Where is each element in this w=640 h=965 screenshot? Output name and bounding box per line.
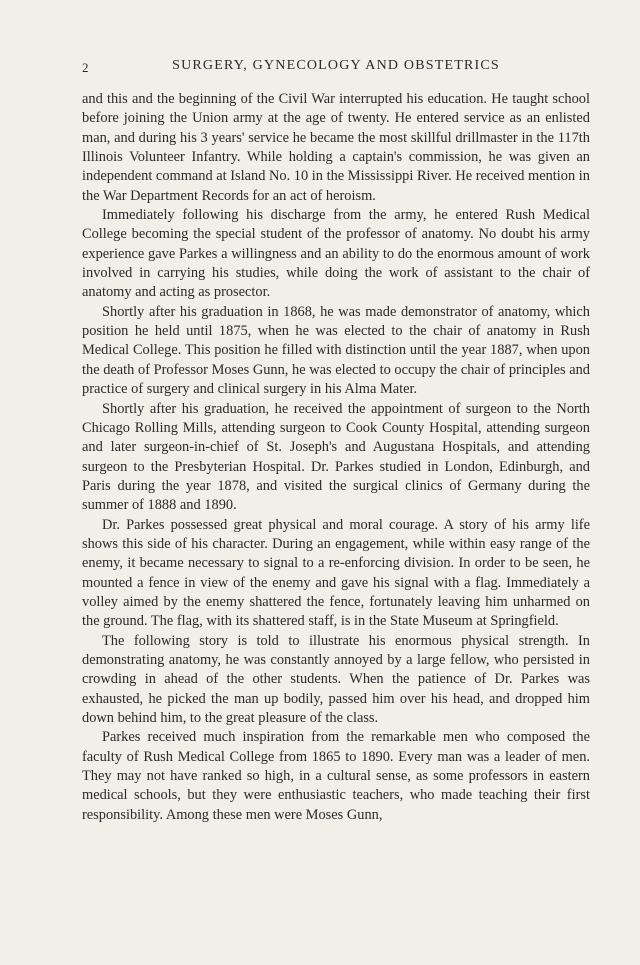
- paragraph-5: Dr. Parkes possessed great physical and moral courage. A story of his army life shows this side of his character. During an engagement, while within easy range of the enemy, it became necessary to signal to a re-enforcing division. In order to be seen, he mounted a fence in view of the enemy and gave his signal with a flag. Immediately a volley aimed by the enemy shattered the fence, fortunately leaving him unharmed on the ground. The flag, with its shattered staff, is in the State Museum at Springfield.: [82, 516, 590, 630]
- paragraph-4: Shortly after his graduation, he received the appointment of surgeon to the North Chicago Rolling Mills, attending surgeon to Cook County Hospital, attending surgeon and later surgeon-in-chief of St. Joseph's and Augustana Hospitals, and attending surgeon to the Presbyterian Hospital. Dr. Parkes studied in London, Edinburgh, and Paris during the year 1878, and visited the surgical clinics of Germany during the summer of 1888 and 1890.: [82, 400, 590, 514]
- running-head: [82, 58, 590, 78]
- page-number: 2: [82, 60, 89, 75]
- paragraph-2: Immediately following his discharge from the army, he entered Rush Medical College becoming the special student of the professor of anatomy. No doubt his army experience gave Parkes a willingness and an ability to do the enormous amount of work involved in carrying his studies, while doing the work of assistant to the chair of anatomy and acting as prosector.: [82, 207, 590, 301]
- paragraph-1: and this and the beginning of the Civil War interrupted his education. He taught school before joining the Union army at the age of twenty. He entered service as an enlisted man, and during his 3 years' service he became the most skillful drillmaster in the 117th Illinois Volunteer Infantry. While holding a captain's commission, he was given an independent command at Island No. 10 in the Mississippi River. He received mention in the War Department Records for an act of heroism.: [82, 91, 590, 204]
- article-body: [82, 90, 590, 825]
- journal-title: SURGERY, GYNECOLOGY AND OBSTETRICS: [172, 58, 500, 73]
- paragraph-6: The following story is told to illustrate his enormous physical strength. In demonstrating anatomy, he was constantly annoyed by a large fellow, who persisted in crowding in ahead of the other students. When the patience of Dr. Parkes was exhausted, he picked the man up bodily, passed him over his head, and dropped him down behind him, to the great pleasure of the class.: [82, 632, 590, 726]
- paragraph-3: Shortly after his graduation in 1868, he was made demonstrator of anatomy, which position he held until 1875, when he was elected to the chair of anatomy in Rush Medical College. This position he filled with distinction until the year 1887, when upon the death of Professor Moses Gunn, he was elected to occupy the chair of principles and practice of surgery and clinical surgery in his Alma Mater.: [82, 303, 590, 398]
- paragraph-7: Parkes received much inspiration from the remarkable men who composed the faculty of Rush Medical College from 1865 to 1890. Every man was a leader of men. They may not have ranked so high, in a cultural sense, as some professors in eastern medical schools, but they were enthusiastic teachers, who made teaching their first responsibility. Among these men were Moses Gunn,: [82, 729, 590, 823]
